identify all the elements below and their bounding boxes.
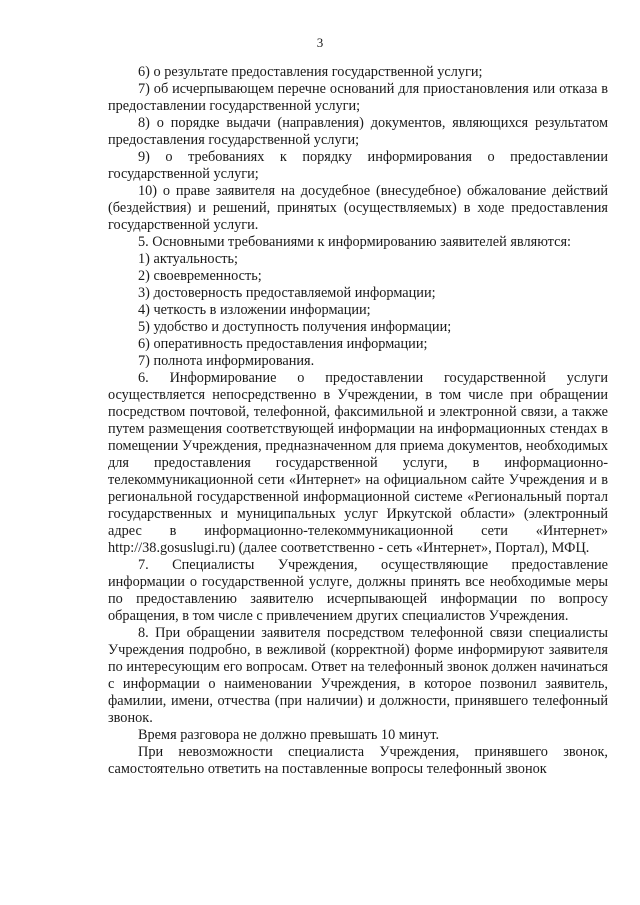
paragraph-item-6: 6) о результате предоставления государственной услуги; — [138, 64, 483, 80]
paragraph-section-8: 8. При обращении заявителя посредством телефонной связи специалисты Учреждения подробно, в вежливой (корректной) форме информируют заявителя по интересующим его вопросам. Ответ на телефонный звонок должен начинаться с информации о наименовании Учреждения, в которое позвонил заявитель, фамилии, имени, отчества (при наличии) и должности, принявшего телефонный звонок. — [108, 625, 608, 726]
paragraph-item-7: 7) об исчерпывающем перечне оснований для приостановления или отказа в предоставлении государственной услуги; — [108, 81, 608, 114]
paragraph-call-duration: Время разговора не должно превышать 10 минут. — [138, 727, 440, 743]
requirement-item-5: 5) удобство и доступность получения информации; — [138, 319, 452, 335]
requirement-item-1: 1) актуальность; — [138, 251, 238, 267]
requirement-item-6: 6) оперативность предоставления информации; — [138, 336, 428, 352]
paragraph-item-8: 8) о порядке выдачи (направления) документов, являющихся результатом предоставления государственной услуги; — [108, 115, 608, 148]
page-number: 3 — [316, 35, 324, 50]
paragraph-section-7: 7. Специалисты Учреждения, осуществляющие предоставление информации о государственной услуге, должны принять все необходимые меры по предоставлению заявителю исчерпывающей информации по вопросу обращения, в том числе с привлечением других специалистов Учреждения. — [108, 557, 608, 624]
document-body — [108, 64, 608, 778]
paragraph-item-10: 10) о праве заявителя на досудебное (внесудебное) обжалование действий (бездействия) и решений, принятых (осуществляемых) в ходе предоставления государственной услуги. — [108, 183, 608, 233]
paragraph-section-5: 5. Основными требованиями к информированию заявителей являются: — [138, 234, 571, 250]
paragraph-continued: При невозможности специалиста Учреждения, принявшего звонок, самостоятельно ответить на поставленные вопросы телефонный звонок — [108, 744, 608, 777]
requirement-item-7: 7) полнота информирования. — [138, 353, 315, 369]
requirement-item-3: 3) достоверность предоставляемой информации; — [138, 285, 436, 301]
requirement-item-4: 4) четкость в изложении информации; — [138, 302, 371, 318]
paragraph-section-6: 6. Информирование о предоставлении государственной услуги осуществляется непосредственно в Учреждении, в том числе при обращении посредством почтовой, телефонной, факсимильной и электронной связи, а также путем размещения соответствующей информации на информационных стендах в помещении Учреждения, предназначенном для приема документов, необходимых для предоставления государственной услуги, в информационно-телекоммуникационной сети «Интернет» на официальном сайте Учреждения и в региональной государственной информационной системе «Региональный портал государственных и муниципальных услуг Иркутской области» (электронный адрес в информационно-телекоммуникационной сети «Интернет» http://38.gosuslugi.ru) (далее соответственно - сеть «Интернет», Портал), МФЦ. — [108, 370, 608, 556]
requirement-item-2: 2) своевременность; — [138, 268, 262, 284]
paragraph-item-9: 9) о требованиях к порядку информирования о предоставлении государственной услуги; — [108, 149, 608, 182]
